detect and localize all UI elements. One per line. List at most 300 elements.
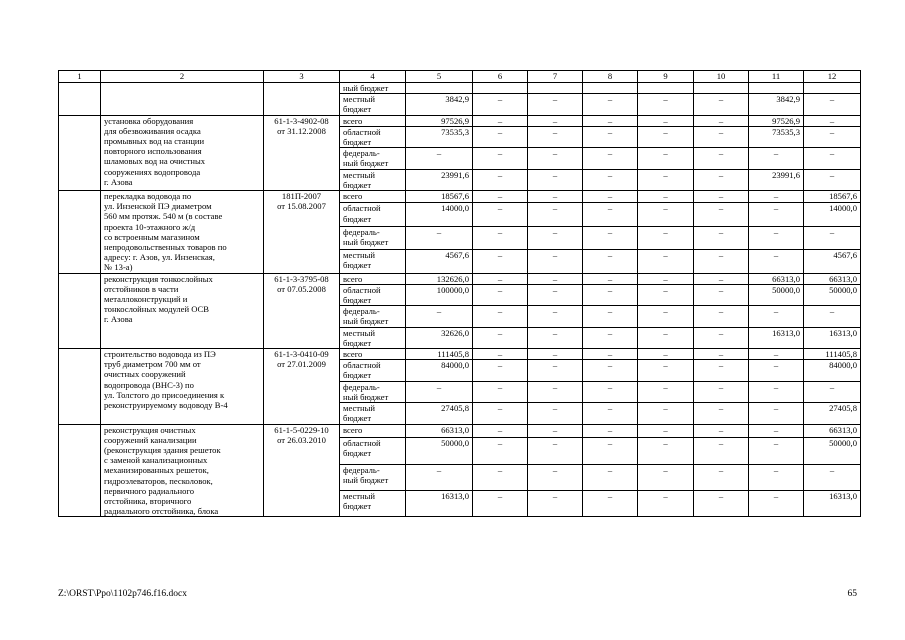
cell-value: 14000,0 (804, 203, 861, 226)
text-line: бюджет (343, 213, 372, 224)
cell-value: – (473, 490, 528, 516)
cell-value: – (583, 349, 638, 360)
cell-value: – (694, 126, 749, 147)
cell-funding-source (340, 360, 406, 381)
cell-value: – (583, 381, 638, 402)
text-line: труб диаметром 700 мм от (104, 359, 201, 370)
cell-value: 66313,0 (749, 273, 804, 284)
cell-value: 14000,0 (406, 203, 473, 226)
cell-value: 50000,0 (749, 284, 804, 305)
cell-object-name (101, 424, 264, 517)
cell-value: – (473, 349, 528, 360)
cell-funding-source (340, 250, 406, 273)
cell-value: 27405,8 (406, 403, 473, 424)
cell-value: – (583, 424, 638, 438)
cell-value: – (694, 191, 749, 203)
cell-value: 18567,6 (406, 191, 473, 203)
cell-value: – (694, 306, 749, 327)
cell-value: – (473, 306, 528, 327)
cell-value: – (473, 464, 528, 490)
text-line: бюджет (343, 448, 372, 459)
cell-number (59, 83, 101, 116)
cell-value (473, 83, 528, 94)
cell-value: – (638, 250, 694, 273)
text-line: местный (343, 250, 376, 261)
cell-value: 84000,0 (804, 360, 861, 381)
text-line: от 26.03.2010 (277, 434, 326, 445)
text-line: с заменой канализационных (104, 455, 208, 466)
text-line: ный бюджет (343, 83, 389, 93)
cell-value: – (528, 349, 583, 360)
text-line: реконструируемому водоводу В-4 (104, 400, 228, 411)
text-line: всего (343, 424, 363, 435)
cell-value: – (583, 273, 638, 284)
cell-value: – (804, 115, 861, 126)
cell-value: – (528, 148, 583, 169)
cell-funding-source (340, 83, 406, 94)
text-line: шламовых вод на очистных (104, 156, 206, 167)
table-row (59, 115, 861, 126)
table-row (59, 273, 861, 284)
column-header: 9 (638, 71, 694, 83)
text-line: гидроэлеваторов, песколовок, (104, 475, 213, 486)
cell-value: – (473, 169, 528, 190)
cell-value: – (749, 464, 804, 490)
cell-value: – (694, 94, 749, 115)
cell-funding-source (340, 424, 406, 438)
cell-value: – (694, 203, 749, 226)
text-line: всего (343, 273, 363, 284)
column-header: 8 (583, 71, 638, 83)
text-line: 61-1-5-0229-10 (274, 424, 329, 435)
cell-value: – (694, 250, 749, 273)
cell-value: 16313,0 (749, 327, 804, 348)
cell-number (59, 349, 101, 424)
cell-value (804, 83, 861, 94)
text-line: ный бюджет (343, 316, 389, 327)
cell-value: – (583, 360, 638, 381)
cell-value: – (638, 273, 694, 284)
cell-value: – (694, 284, 749, 305)
text-line: областной (343, 284, 381, 295)
cell-funding-source (340, 126, 406, 147)
text-line: механизированных решеток, (104, 465, 209, 476)
cell-number (59, 115, 101, 190)
column-header: 12 (804, 71, 861, 83)
cell-value: 66313,0 (804, 273, 861, 284)
cell-value: – (749, 203, 804, 226)
text-line: металлоконструкций и (104, 294, 188, 305)
cell-value: – (528, 284, 583, 305)
text-line: для обезвоживания осадка (104, 125, 201, 136)
cell-object-name (101, 115, 264, 190)
cell-value: 23991,6 (749, 169, 804, 190)
text-line: бюджет (343, 104, 372, 115)
cell-value: 73535,3 (406, 126, 473, 147)
cell-document (264, 191, 340, 274)
text-line: тонкослойных модулей ОСВ (104, 304, 210, 315)
cell-value: – (638, 148, 694, 169)
cell-object-name (101, 191, 264, 274)
column-header: 5 (406, 71, 473, 83)
cell-value: – (694, 438, 749, 464)
cell-value: – (583, 438, 638, 464)
cell-value: – (694, 381, 749, 402)
text-line: установка оборудования (104, 115, 194, 126)
text-line: ул. Толстого до присоединения к (104, 389, 225, 400)
cell-funding-source (340, 490, 406, 516)
cell-value: 3842,9 (406, 94, 473, 115)
cell-value: – (406, 226, 473, 249)
text-line: федераль- (343, 226, 380, 237)
text-line: от 27.01.2009 (277, 359, 326, 370)
text-line: ул. Инзенской ПЭ диаметром (104, 201, 212, 212)
cell-value: – (638, 169, 694, 190)
cell-value: – (473, 126, 528, 147)
cell-funding-source (340, 148, 406, 169)
cell-value: – (473, 424, 528, 438)
cell-value: – (583, 327, 638, 348)
cell-value: 3842,9 (749, 94, 804, 115)
cell-value: – (694, 226, 749, 249)
cell-funding-source (340, 327, 406, 348)
cell-value: – (473, 115, 528, 126)
text-line: 61-1-3-0410-09 (274, 349, 329, 360)
text-line: бюджет (343, 337, 372, 348)
cell-object-name (101, 273, 264, 348)
cell-value: – (583, 169, 638, 190)
text-line: от 15.08.2007 (277, 201, 326, 212)
cell-value: 4567,6 (406, 250, 473, 273)
text-line: всего (343, 349, 363, 360)
cell-value: – (473, 360, 528, 381)
cell-value: – (528, 226, 583, 249)
cell-funding-source (340, 191, 406, 203)
cell-value: – (638, 360, 694, 381)
cell-value: – (528, 273, 583, 284)
table-row (59, 191, 861, 203)
cell-value: 50000,0 (804, 284, 861, 305)
cell-document (264, 83, 340, 116)
text-line: ный бюджет (343, 158, 389, 169)
column-header: 10 (694, 71, 749, 83)
cell-value: – (749, 438, 804, 464)
text-line: проекта 10-этажного ж/д (104, 221, 196, 232)
cell-value: – (804, 464, 861, 490)
text-line: сооружениях водопровода (104, 166, 201, 177)
cell-value: – (406, 464, 473, 490)
cell-value: 16313,0 (804, 327, 861, 348)
cell-value: – (749, 349, 804, 360)
text-line: сооружений канализации (104, 434, 197, 445)
text-line: местный (343, 169, 376, 180)
budget-table (58, 70, 861, 517)
cell-value: – (528, 126, 583, 147)
cell-value: – (804, 148, 861, 169)
text-line: областной (343, 360, 381, 371)
cell-value: – (528, 115, 583, 126)
cell-value: – (694, 169, 749, 190)
cell-value: 4567,6 (804, 250, 861, 273)
cell-value: – (638, 94, 694, 115)
footer-page-number: 65 (847, 589, 857, 599)
cell-value: 66313,0 (804, 424, 861, 438)
cell-value: – (694, 148, 749, 169)
cell-value: – (583, 464, 638, 490)
cell-value: – (583, 126, 638, 147)
text-line: промывных вод на станции (104, 136, 205, 147)
cell-value: – (583, 250, 638, 273)
cell-value: – (749, 148, 804, 169)
column-header: 6 (473, 71, 528, 83)
cell-value: – (473, 327, 528, 348)
text-line: местный (343, 327, 376, 338)
cell-value: 50000,0 (804, 438, 861, 464)
cell-value: – (528, 360, 583, 381)
text-line: перекладка водовода по (104, 191, 192, 202)
text-line: непродовольственных товаров по (104, 242, 227, 253)
cell-value: – (528, 381, 583, 402)
cell-number (59, 191, 101, 274)
text-line: федераль- (343, 381, 380, 392)
text-line: первичного радиального (104, 485, 195, 496)
text-line: 61-1-3-3795-08 (274, 273, 329, 284)
cell-value: 27405,8 (804, 403, 861, 424)
cell-value: – (749, 403, 804, 424)
cell-value: 111405,8 (804, 349, 861, 360)
cell-value: 23991,6 (406, 169, 473, 190)
text-line: г. Азова (104, 176, 133, 187)
cell-value: – (749, 191, 804, 203)
cell-value: – (638, 490, 694, 516)
cell-funding-source (340, 94, 406, 115)
cell-value: – (528, 403, 583, 424)
cell-value: – (406, 381, 473, 402)
cell-value: – (638, 349, 694, 360)
cell-value: – (528, 490, 583, 516)
cell-value: 100000,0 (406, 284, 473, 305)
text-line: со встроенным магазином (104, 231, 200, 242)
cell-document (264, 273, 340, 348)
cell-value: – (749, 250, 804, 273)
text-line: реконструкция очистных (104, 424, 196, 435)
text-line: местный (343, 403, 376, 414)
cell-value: – (583, 284, 638, 305)
cell-value: – (638, 226, 694, 249)
cell-value: 66313,0 (406, 424, 473, 438)
cell-value: 18567,6 (804, 191, 861, 203)
cell-value: 132626,0 (406, 273, 473, 284)
cell-value: – (694, 327, 749, 348)
cell-value: – (638, 284, 694, 305)
column-header: 1 (59, 71, 101, 83)
text-line: бюджет (343, 260, 372, 271)
text-line: 560 мм протяж. 540 м (в составе (104, 211, 223, 222)
cell-document (264, 115, 340, 190)
cell-value: – (528, 327, 583, 348)
text-line: областной (343, 203, 381, 214)
cell-value: 50000,0 (406, 438, 473, 464)
cell-value: – (694, 424, 749, 438)
text-line: местный (343, 94, 376, 105)
cell-object-name (101, 349, 264, 424)
cell-value: – (528, 94, 583, 115)
cell-value: 97526,9 (749, 115, 804, 126)
column-header: 4 (340, 71, 406, 83)
cell-number (59, 273, 101, 348)
cell-value: – (473, 438, 528, 464)
cell-value: – (473, 148, 528, 169)
cell-value: 16313,0 (406, 490, 473, 516)
cell-funding-source (340, 203, 406, 226)
text-line: (реконструкция здания решеток (104, 444, 221, 455)
cell-value: – (528, 464, 583, 490)
cell-value: – (638, 424, 694, 438)
cell-value: – (583, 403, 638, 424)
cell-value (638, 83, 694, 94)
cell-value: – (528, 169, 583, 190)
text-line: реконструкция тонкослойных (104, 273, 213, 284)
text-line: радиального отстойника, блока (104, 506, 219, 517)
cell-funding-source (340, 464, 406, 490)
text-line: местный (343, 490, 376, 501)
text-line: очистных сооружений (104, 369, 186, 380)
text-line: бюджет (343, 501, 372, 512)
text-line: 181П-2007 (281, 191, 322, 202)
cell-value: – (473, 381, 528, 402)
column-header: 3 (264, 71, 340, 83)
cell-value: – (638, 438, 694, 464)
text-line: от 07.05.2008 (277, 283, 326, 294)
cell-funding-source (340, 226, 406, 249)
text-line: повторного использования (104, 146, 202, 157)
column-header: 7 (528, 71, 583, 83)
cell-funding-source (340, 273, 406, 284)
cell-funding-source (340, 169, 406, 190)
cell-funding-source (340, 438, 406, 464)
text-line: бюджет (343, 413, 372, 424)
cell-value: 32626,0 (406, 327, 473, 348)
cell-value: – (638, 327, 694, 348)
cell-value: – (583, 306, 638, 327)
cell-value: – (638, 126, 694, 147)
column-header: 2 (101, 71, 264, 83)
cell-funding-source (340, 284, 406, 305)
cell-value: – (583, 148, 638, 169)
cell-value: – (473, 226, 528, 249)
cell-value: – (638, 191, 694, 203)
header-row (59, 71, 861, 83)
text-line: ный бюджет (343, 391, 389, 402)
cell-value: – (473, 273, 528, 284)
text-line: бюджет (343, 179, 372, 190)
cell-value: – (473, 203, 528, 226)
cell-value: – (583, 226, 638, 249)
cell-value: – (804, 126, 861, 147)
cell-value: – (638, 115, 694, 126)
cell-value: – (749, 360, 804, 381)
cell-value: – (638, 381, 694, 402)
text-line: бюджет (343, 137, 372, 148)
footer-file-path: Z:\ORST\Ppo\1102p746.f16.docx (58, 589, 187, 599)
cell-value: – (804, 94, 861, 115)
cell-value (406, 83, 473, 94)
cell-value: – (694, 490, 749, 516)
cell-value: – (583, 115, 638, 126)
cell-value (694, 83, 749, 94)
cell-value: – (749, 424, 804, 438)
cell-value: – (528, 424, 583, 438)
text-line: ный бюджет (343, 236, 389, 247)
text-line: всего (343, 115, 363, 126)
cell-value: – (528, 438, 583, 464)
cell-value: 97526,9 (406, 115, 473, 126)
cell-value: – (473, 250, 528, 273)
cell-value (528, 83, 583, 94)
cell-value: – (583, 191, 638, 203)
text-line: 61-1-3-4902-08 (274, 115, 329, 126)
cell-value: – (749, 490, 804, 516)
cell-value: – (528, 203, 583, 226)
cell-value: – (406, 306, 473, 327)
cell-value: 73535,3 (749, 126, 804, 147)
cell-document (264, 424, 340, 517)
cell-value: – (583, 94, 638, 115)
cell-value: 84000,0 (406, 360, 473, 381)
cell-value: – (638, 203, 694, 226)
cell-value: 16313,0 (804, 490, 861, 516)
text-line: бюджет (343, 295, 372, 306)
cell-value: – (528, 250, 583, 273)
cell-value (749, 83, 804, 94)
cell-value: – (473, 403, 528, 424)
cell-value: – (528, 191, 583, 203)
cell-funding-source (340, 381, 406, 402)
cell-value: – (583, 203, 638, 226)
cell-value: – (473, 94, 528, 115)
cell-value: – (694, 464, 749, 490)
cell-value: – (804, 381, 861, 402)
cell-value: – (694, 349, 749, 360)
text-line: всего (343, 191, 363, 202)
table-row (59, 83, 861, 94)
text-line: строительство водовода из ПЭ (104, 349, 216, 360)
text-line: федераль- (343, 148, 380, 159)
text-line: федераль- (343, 464, 380, 475)
cell-funding-source (340, 349, 406, 360)
text-line: водопровода (ВНС-3) по (104, 379, 194, 390)
cell-value: – (694, 115, 749, 126)
table-row (59, 349, 861, 360)
cell-value: – (583, 490, 638, 516)
text-line: областной (343, 126, 381, 137)
cell-funding-source (340, 403, 406, 424)
text-line: № 13-а) (104, 262, 133, 273)
text-line: областной (343, 438, 381, 449)
text-line: отстойников в части (104, 283, 179, 294)
cell-funding-source (340, 306, 406, 327)
cell-value: – (694, 273, 749, 284)
cell-object-name (101, 83, 264, 116)
cell-value: – (473, 284, 528, 305)
cell-value: – (638, 306, 694, 327)
text-line: ный бюджет (343, 474, 389, 485)
text-line: отстойника, вторичного (104, 495, 192, 506)
cell-funding-source (340, 115, 406, 126)
cell-value: – (406, 148, 473, 169)
cell-value: – (694, 403, 749, 424)
cell-value: – (804, 169, 861, 190)
